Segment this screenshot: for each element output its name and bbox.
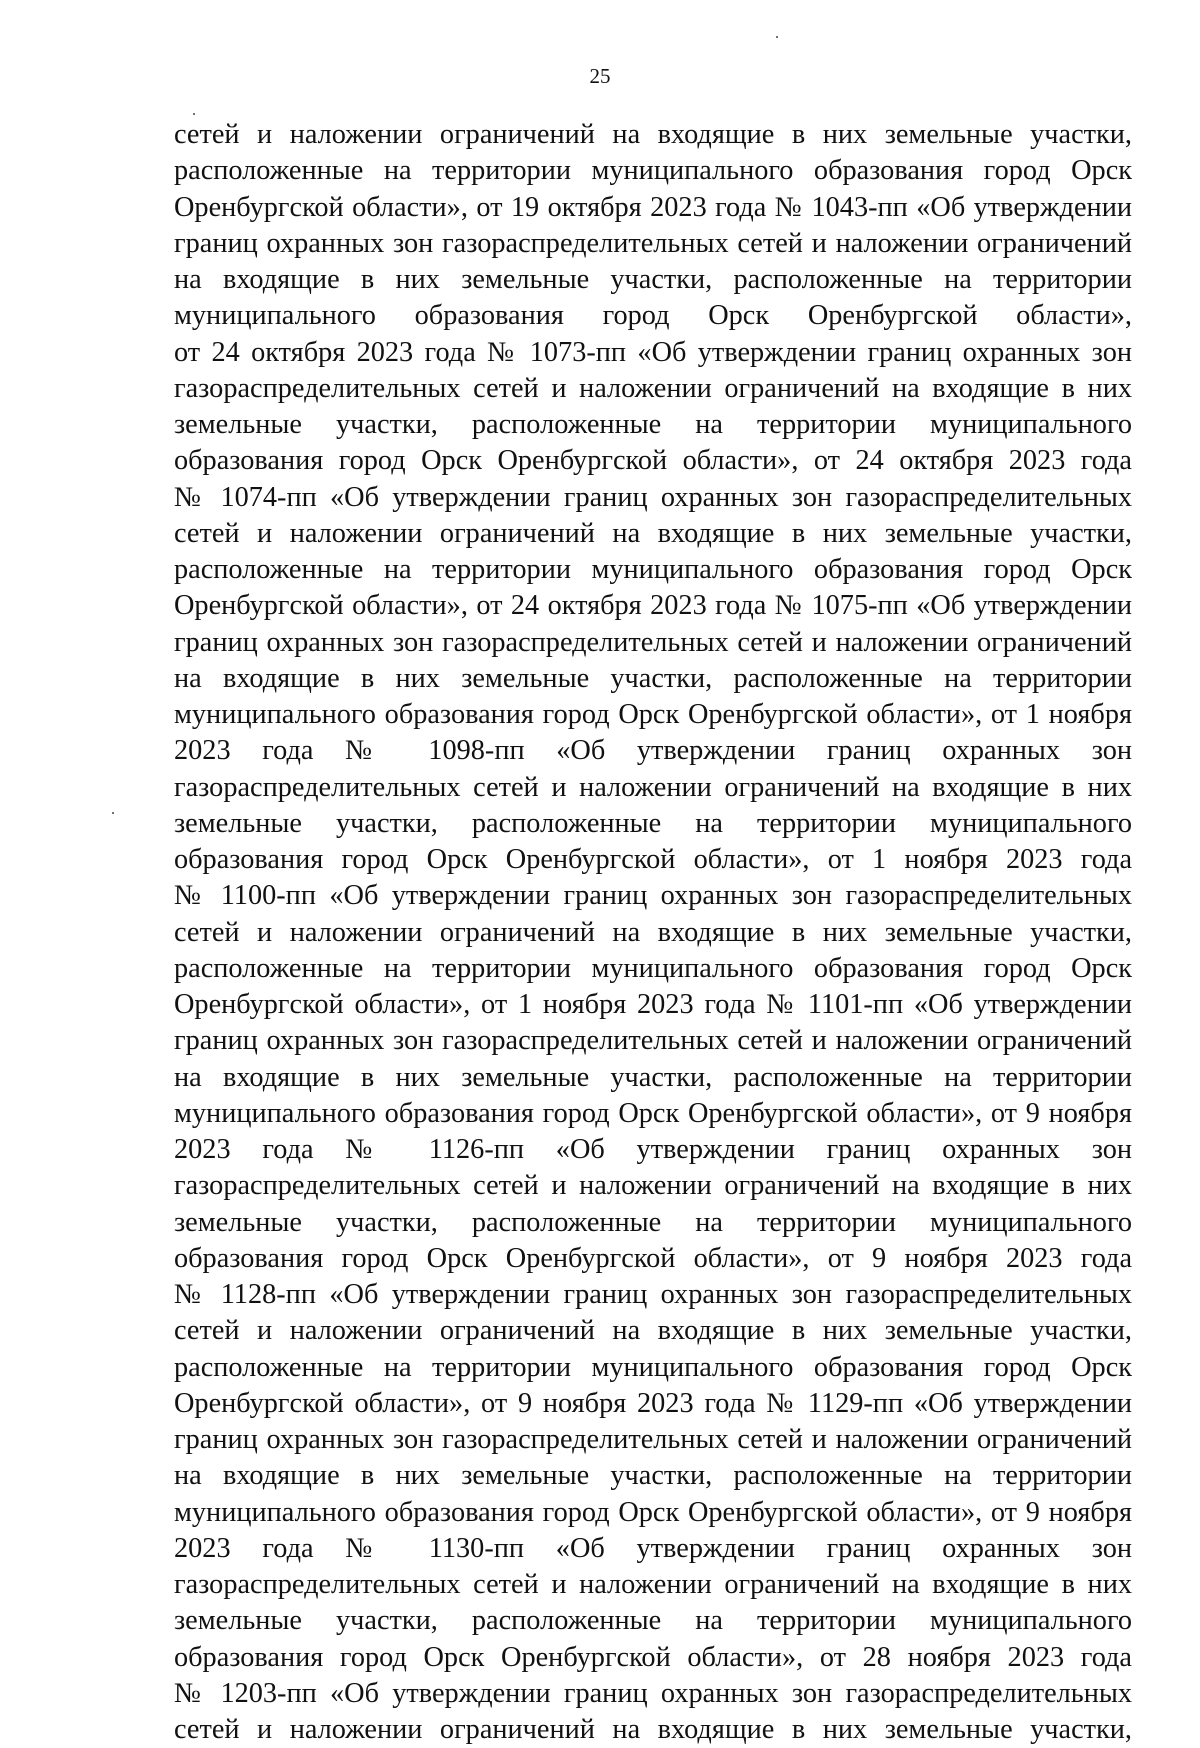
text-line: границ охранных зон газораспределительных сетей и наложении ограничений (174, 1424, 1132, 1455)
text-line: муниципального образования город Орск Оренбургской области», от 9 ноября (174, 1097, 1132, 1129)
text-line: газораспределительных сетей и наложении ограничений на входящие в них (174, 1170, 1132, 1202)
text-line: газораспределительных сетей и наложении ограничений на входящие в них (174, 771, 1132, 803)
text-line: газораспределительных сетей и наложении ограничений на входящие в них (174, 1569, 1132, 1600)
scan-speck (193, 113, 195, 115)
text-line: образования город Орск Оренбургской области», от 9 ноября 2023 года (174, 1242, 1132, 1274)
text-line: 2023 года № 1126-пп «Об утверждении границ охранных зон (174, 1134, 1132, 1165)
text-line: № 1128-пп «Об утверждении границ охранных зон газораспределительных (174, 1279, 1132, 1310)
text-line: № 1074-пп «Об утверждении границ охранных зон газораспределительных (174, 481, 1132, 513)
scan-speck (112, 812, 114, 814)
text-line: на входящие в них земельные участки, расположенные на территории (174, 264, 1132, 295)
body-text (174, 117, 1132, 1748)
text-line: Оренбургской области», от 19 октября 2023 года № 1043-пп «Об утверждении (174, 191, 1132, 223)
text-line: земельные участки, расположенные на территории муниципального (174, 409, 1132, 440)
text-line: образования город Орск Оренбургской области», от 1 ноября 2023 года (174, 844, 1132, 875)
page-number: 25 (589, 64, 611, 88)
text-line: на входящие в них земельные участки, расположенные на территории (174, 1460, 1132, 1492)
scan-speck (776, 36, 778, 38)
text-line: Оренбургской области», от 9 ноября 2023 года № 1129-пп «Об утверждении (174, 1387, 1132, 1419)
text-line: 2023 года № 1098-пп «Об утверждении границ охранных зон (174, 735, 1132, 767)
text-line: расположенные на территории муниципального образования город Орск (174, 554, 1132, 585)
text-line: газораспределительных сетей и наложении ограничений на входящие в них (174, 372, 1132, 404)
text-line: границ охранных зон газораспределительных сетей и наложении ограничений (174, 227, 1132, 259)
text-line: границ охранных зон газораспределительных сетей и наложении ограничений (174, 1025, 1132, 1057)
text-line: от 24 октября 2023 года № 1073-пп «Об утверждении границ охранных зон (174, 336, 1132, 368)
text-line: Оренбургской области», от 1 ноября 2023 года № 1101-пп «Об утверждении (174, 989, 1132, 1020)
text-line: границ охранных зон газораспределительных сетей и наложении ограничений (174, 626, 1132, 658)
text-line: 2023 года № 1130-пп «Об утверждении границ охранных зон (174, 1532, 1132, 1564)
text-line: Оренбургской области», от 24 октября 2023 года № 1075-пп «Об утверждении (174, 590, 1132, 622)
text-line: сетей и наложении ограничений на входящие в них земельные участки, (174, 517, 1132, 549)
text-line: муниципального образования город Орск Оренбургской области», от 1 ноября (174, 699, 1132, 730)
text-line: образования город Орск Оренбургской области», от 24 октября 2023 года (174, 445, 1132, 477)
text-line: сетей и наложении ограничений на входящие в них земельные участки, (174, 1714, 1132, 1745)
text-line: № 1203-пп «Об утверждении границ охранных зон газораспределительных (174, 1677, 1132, 1709)
text-line: земельные участки, расположенные на территории муниципального (174, 807, 1132, 839)
text-line: образования город Орск Оренбургской области», от 28 ноября 2023 года (174, 1641, 1132, 1673)
text-line: сетей и наложении ограничений на входящие в них земельные участки, (174, 1315, 1132, 1347)
text-line: муниципального образования город Орск Оренбургской области», от 9 ноября (174, 1496, 1132, 1528)
text-line: сетей и наложении ограничений на входящие в них земельные участки, (174, 916, 1132, 948)
text-line: на входящие в них земельные участки, расположенные на территории (174, 1061, 1132, 1093)
text-line: сетей и наложении ограничений на входящие в них земельные участки, (174, 119, 1132, 150)
text-line: земельные участки, расположенные на территории муниципального (174, 1206, 1132, 1238)
text-line: № 1100-пп «Об утверждении границ охранных зон газораспределительных (174, 880, 1132, 912)
text-line: расположенные на территории муниципального образования город Орск (174, 952, 1132, 984)
text-line: на входящие в них земельные участки, расположенные на территории (174, 662, 1132, 694)
text-line: расположенные на территории муниципального образования город Орск (174, 155, 1132, 187)
text-line: муниципального образования город Орск Оренбургской области», (174, 300, 1132, 332)
text-line: расположенные на территории муниципального образования город Орск (174, 1351, 1132, 1383)
text-line: земельные участки, расположенные на территории муниципального (174, 1605, 1132, 1637)
